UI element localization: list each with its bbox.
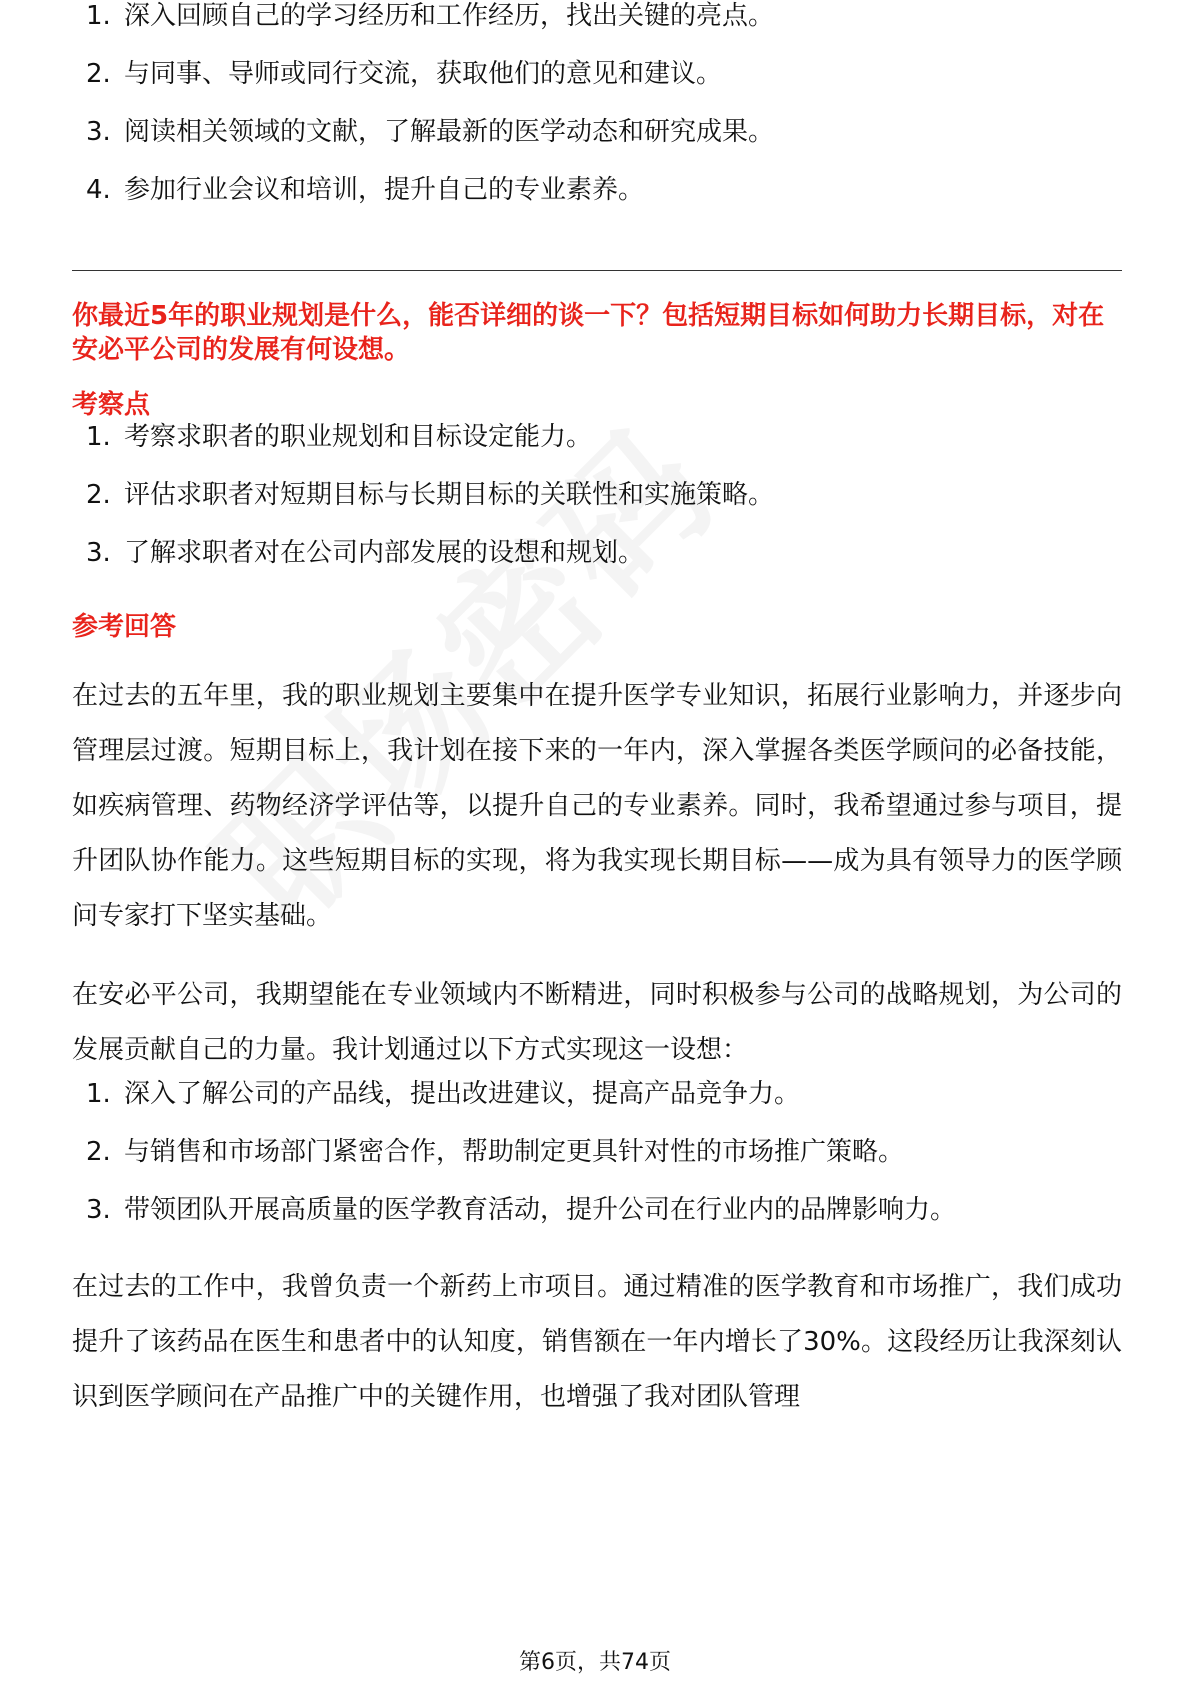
list-item — [72, 58, 1122, 116]
list-number: 3. — [86, 117, 111, 147]
answer-paragraph: 在过去的五年里，我的职业规划主要集中在提升医学专业知识，拓展行业影响力，并逐步向管理层过渡。短期目标上，我计划在接下来的一年内，深入掌握各类医学顾问的必备技能，如疾病管理、药物经济学评估等，以提升自己的专业素养。同时，我希望通过参与项目，提升团队协作能力。这些短期目标的实现，将为我实现长期目标——成为具有领导力的医学顾问专家打下坚实基础。 — [72, 681, 1122, 931]
list-item — [72, 1136, 1122, 1194]
list-number: 1. — [86, 422, 111, 452]
list-number: 4. — [86, 175, 111, 205]
list-item-text: 深入了解公司的产品线，提出改进建议，提高产品竞争力。 — [124, 1079, 801, 1109]
page-footer: 第6页，共74页 — [519, 1650, 671, 1675]
answer-paragraph: 在安必平公司，我期望能在专业领域内不断精进，同时积极参与公司的战略规划，为公司的发展贡献自己的力量。我计划通过以下方式实现这一设想： — [72, 980, 1122, 1065]
list-item-text: 评估求职者对短期目标与长期目标的关联性和实施策略。 — [124, 480, 775, 510]
list-number: 2. — [86, 1137, 111, 1167]
list-item — [72, 1078, 1122, 1136]
list-item — [72, 421, 1122, 479]
list-number: 1. — [86, 1079, 111, 1109]
exam-points-label: 考察点 — [72, 390, 151, 420]
question-heading: 你最近5年的职业规划是什么，能否详细的谈一下？包括短期目标如何助力长期目标，对在安必平公司的发展有何设想。 — [72, 301, 1105, 365]
section-divider — [72, 270, 1122, 271]
list-item — [72, 174, 1122, 232]
list-number: 2. — [86, 59, 111, 89]
list-item — [72, 479, 1122, 537]
list-item-text: 了解求职者对在公司内部发展的设想和规划。 — [124, 538, 645, 568]
list-number: 3. — [86, 538, 111, 568]
page-content — [72, 0, 1122, 1425]
plan-list — [72, 1078, 1122, 1252]
list-item — [72, 537, 1122, 595]
list-item-text: 阅读相关领域的文献，了解最新的医学动态和研究成果。 — [124, 117, 775, 147]
list-item-text: 深入回顾自己的学习经历和工作经历，找出关键的亮点。 — [124, 1, 775, 31]
exam-points-list — [72, 421, 1122, 595]
list-item-text: 考察求职者的职业规划和目标设定能力。 — [124, 422, 593, 452]
top-list — [72, 0, 1122, 232]
list-item — [72, 116, 1122, 174]
list-number: 2. — [86, 480, 111, 510]
reference-answer-label: 参考回答 — [72, 612, 177, 642]
list-item-text: 参加行业会议和培训，提升自己的专业素养。 — [124, 175, 645, 205]
list-item-text: 与同事、导师或同行交流，获取他们的意见和建议。 — [124, 59, 723, 89]
list-item-text: 带领团队开展高质量的医学教育活动，提升公司在行业内的品牌影响力。 — [124, 1195, 957, 1225]
list-number: 3. — [86, 1195, 111, 1225]
answer-paragraph: 在过去的工作中，我曾负责一个新药上市项目。通过精准的医学教育和市场推广，我们成功提升了该药品在医生和患者中的认知度，销售额在一年内增长了30%。这段经历让我深刻认识到医学顾问在产品推广中的关键作用，也增强了我对团队管理 — [72, 1272, 1122, 1412]
list-number: 1. — [86, 1, 111, 31]
list-item — [72, 1194, 1122, 1252]
list-item-text: 与销售和市场部门紧密合作，帮助制定更具针对性的市场推广策略。 — [124, 1137, 905, 1167]
list-item — [72, 0, 1122, 58]
